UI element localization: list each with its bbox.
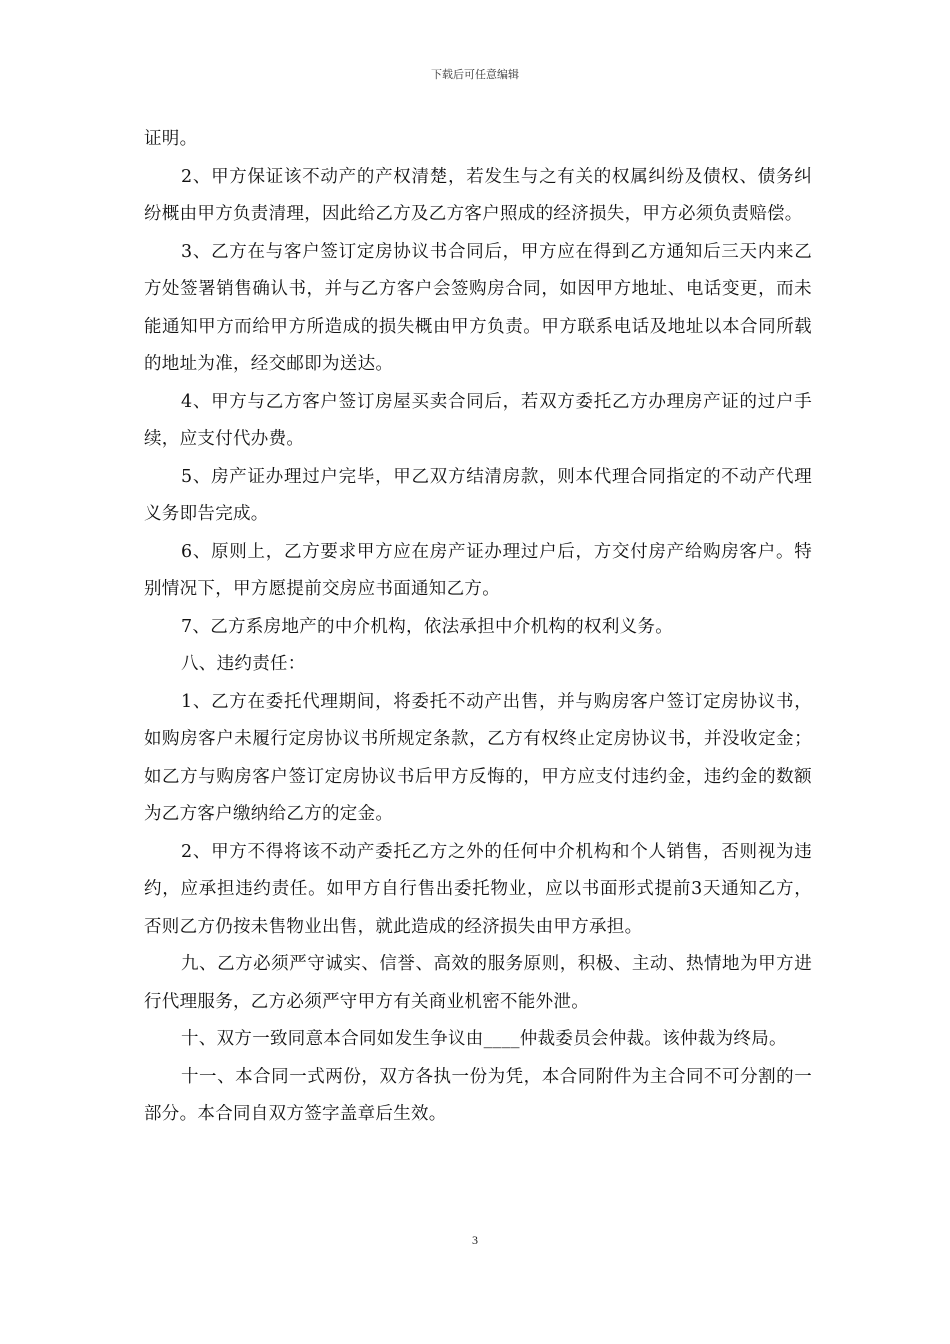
paragraph-section-10: 十、双方一致同意本合同如发生争议由____仲裁委员会仲裁。该仲裁为终局。 xyxy=(181,1029,787,1049)
page-number: 3 xyxy=(472,1233,478,1247)
paragraph-clause-7: 7、乙方系房地产的中介机构，依法承担中介机构的权利义务。 xyxy=(181,616,674,637)
paragraph-continuation: 证明。 xyxy=(144,129,198,149)
paragraph-clause-5: 5、房产证办理过户完毕，甲乙双方结清房款，则本代理合同指定的不动产代理义务即告完成。 xyxy=(144,466,812,524)
paragraph-clause-6: 6、原则上，乙方要求甲方应在房产证办理过户后，方交付房产给购房客户。特别情况下，甲方愿提前交房应书面通知乙方。 xyxy=(144,541,812,599)
document-body xyxy=(144,121,812,1134)
paragraph-section-9: 九、乙方必须严守诚实、信誉、高效的服务原则，积极、主动、热情地为甲方进行代理服务，乙方必须严守甲方有关商业机密不能外泄。 xyxy=(144,954,812,1012)
paragraph-breach-2: 2、甲方不得将该不动产委托乙方之外的任何中介机构和个人销售，否则视为违约，应承担违约责任。如甲方自行售出委托物业，应以书面形式提前3天通知乙方，否则乙方仍按未售物业出售，就此造成的经济损失由甲方承担。 xyxy=(144,841,812,937)
section-heading-breach: 八、违约责任： xyxy=(181,654,306,674)
paragraph-clause-2: 2、甲方保证该不动产的产权清楚，若发生与之有关的权属纠纷及债权、债务纠纷概由甲方负责清理，因此给乙方及乙方客户照成的经济损失，甲方必须负责赔偿。 xyxy=(144,166,812,224)
paragraph-clause-4: 4、甲方与乙方客户签订房屋买卖合同后，若双方委托乙方办理房产证的过户手续，应支付代办费。 xyxy=(144,391,812,449)
paragraph-clause-3: 3、乙方在与客户签订定房协议书合同后，甲方应在得到乙方通知后三天内来乙方处签署销售确认书，并与乙方客户会签购房合同，如因甲方地址、电话变更，而未能通知甲方而给甲方所造成的损失概由甲方负责。甲方联系电话及地址以本合同所载的地址为准，经交邮即为送达。 xyxy=(144,241,812,374)
page-header: 下载后可任意编辑 xyxy=(431,68,519,81)
paragraph-breach-1: 1、乙方在委托代理期间，将委托不动产出售，并与购房客户签订定房协议书，如购房客户未履行定房协议书所规定条款，乙方有权终止定房协议书，并没收定金；如乙方与购房客户签订定房协议书后甲方反悔的，甲方应支付违约金，违约金的数额为乙方客户缴纳给乙方的定金。 xyxy=(144,691,812,824)
paragraph-section-11: 十一、本合同一式两份，双方各执一份为凭，本合同附件为主合同不可分割的一部分。本合同自双方签字盖章后生效。 xyxy=(144,1066,812,1124)
